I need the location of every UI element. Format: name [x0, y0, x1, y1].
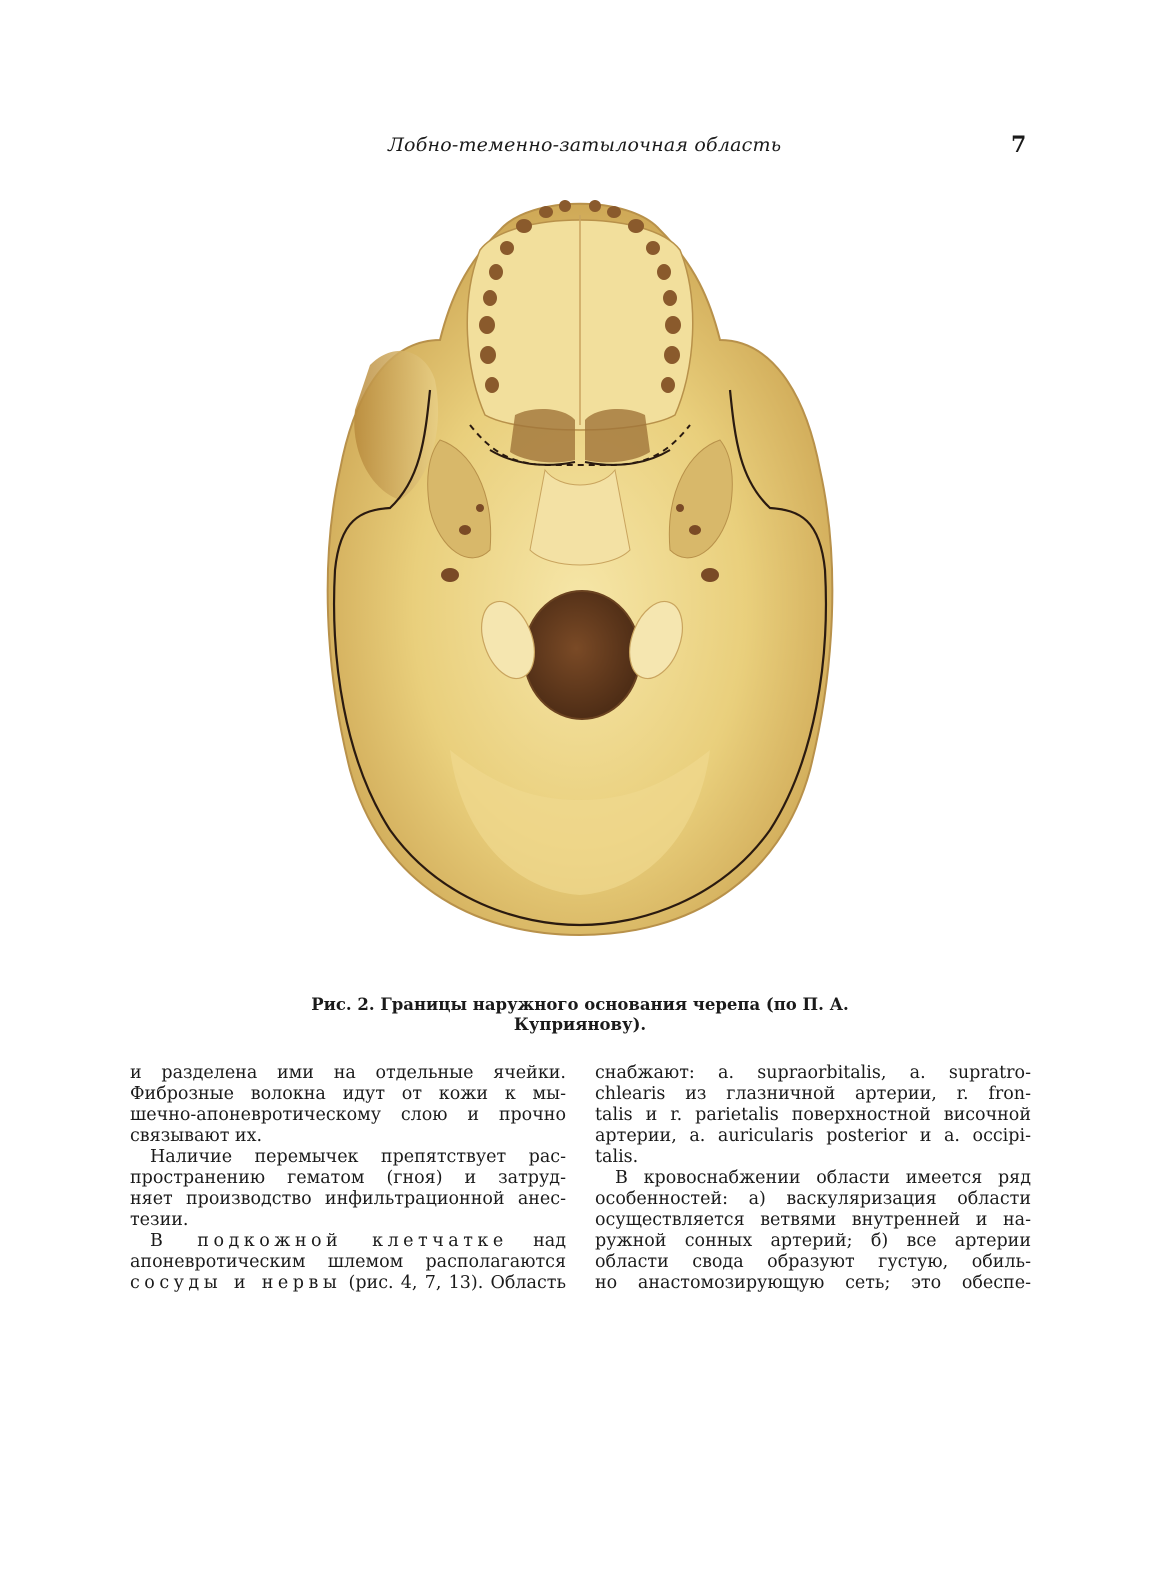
paragraph-2	[595, 1168, 1031, 1294]
skull-base-illustration	[300, 190, 860, 960]
text-line: особенностей: а) васкуляризация области	[595, 1189, 1031, 1209]
text-line: ружной сонных артерий; б) все артерии	[595, 1231, 1031, 1251]
paragraph-3	[130, 1231, 566, 1294]
text-line: В кровоснабжении области имеется ряд	[615, 1168, 1031, 1188]
text-line: talis и r. parietalis поверхностной височной	[595, 1105, 1031, 1125]
right-text-column	[595, 1063, 1031, 1294]
text-line: снабжают: a. supraorbitalis, a. supratro-	[595, 1063, 1031, 1083]
text-line: сосуды и нервы (рис. 4, 7, 13). Область	[130, 1273, 566, 1293]
text-line: но анастомозирующую сеть; это обеспе-	[595, 1273, 1031, 1293]
text-line: и разделена ими на отдельные ячейки.	[130, 1063, 566, 1083]
running-head	[0, 134, 1163, 164]
paragraph-2	[130, 1147, 566, 1231]
text-line: области свода образуют густую, обиль-	[595, 1252, 1031, 1272]
paragraph-1	[130, 1063, 566, 1147]
caption-line-1: Рис. 2. Границы наружного основания черепа (по П. А.	[311, 995, 849, 1014]
left-text-column	[130, 1063, 566, 1294]
text-line: тезии.	[130, 1210, 189, 1230]
choanae	[510, 409, 575, 462]
paragraph-1	[595, 1063, 1031, 1168]
text-line: осуществляется ветвями внутренней и на-	[595, 1210, 1031, 1230]
foramen-magnum	[524, 591, 640, 719]
text-line: апоневротическим шлемом располагаются	[130, 1252, 566, 1272]
caption-line-2: Куприянову).	[513, 1015, 647, 1034]
page-number: 7	[1011, 132, 1027, 158]
text-line: пространению гематом (гноя) и затруд-	[130, 1168, 566, 1188]
text-line: chlearis из глазничной артерии, r. fron-	[595, 1084, 1031, 1104]
spaced-emphasis: В подкожной клетчатке	[150, 1231, 508, 1251]
figure-caption	[300, 995, 860, 1035]
text-line: Наличие перемычек препятствует рас-	[150, 1147, 566, 1167]
text-line: связывают их.	[130, 1126, 263, 1146]
skull-base-drawing	[300, 190, 860, 960]
text-line: шечно-апоневротическому слою и прочно	[130, 1105, 566, 1125]
text-line: няет производство инфильтрационной анес-	[130, 1189, 566, 1209]
text-line: talis.	[595, 1147, 639, 1167]
text-line: артерии, a. auricularis posterior и a. occipi-	[595, 1126, 1031, 1146]
text-line: Фиброзные волокна идут от кожи к мы-	[130, 1084, 566, 1104]
spaced-emphasis: сосуды и нервы	[130, 1273, 342, 1293]
running-title: Лобно-теменно-затылочная область	[388, 134, 782, 156]
text-line: В подкожной клетчатке над	[150, 1231, 567, 1251]
